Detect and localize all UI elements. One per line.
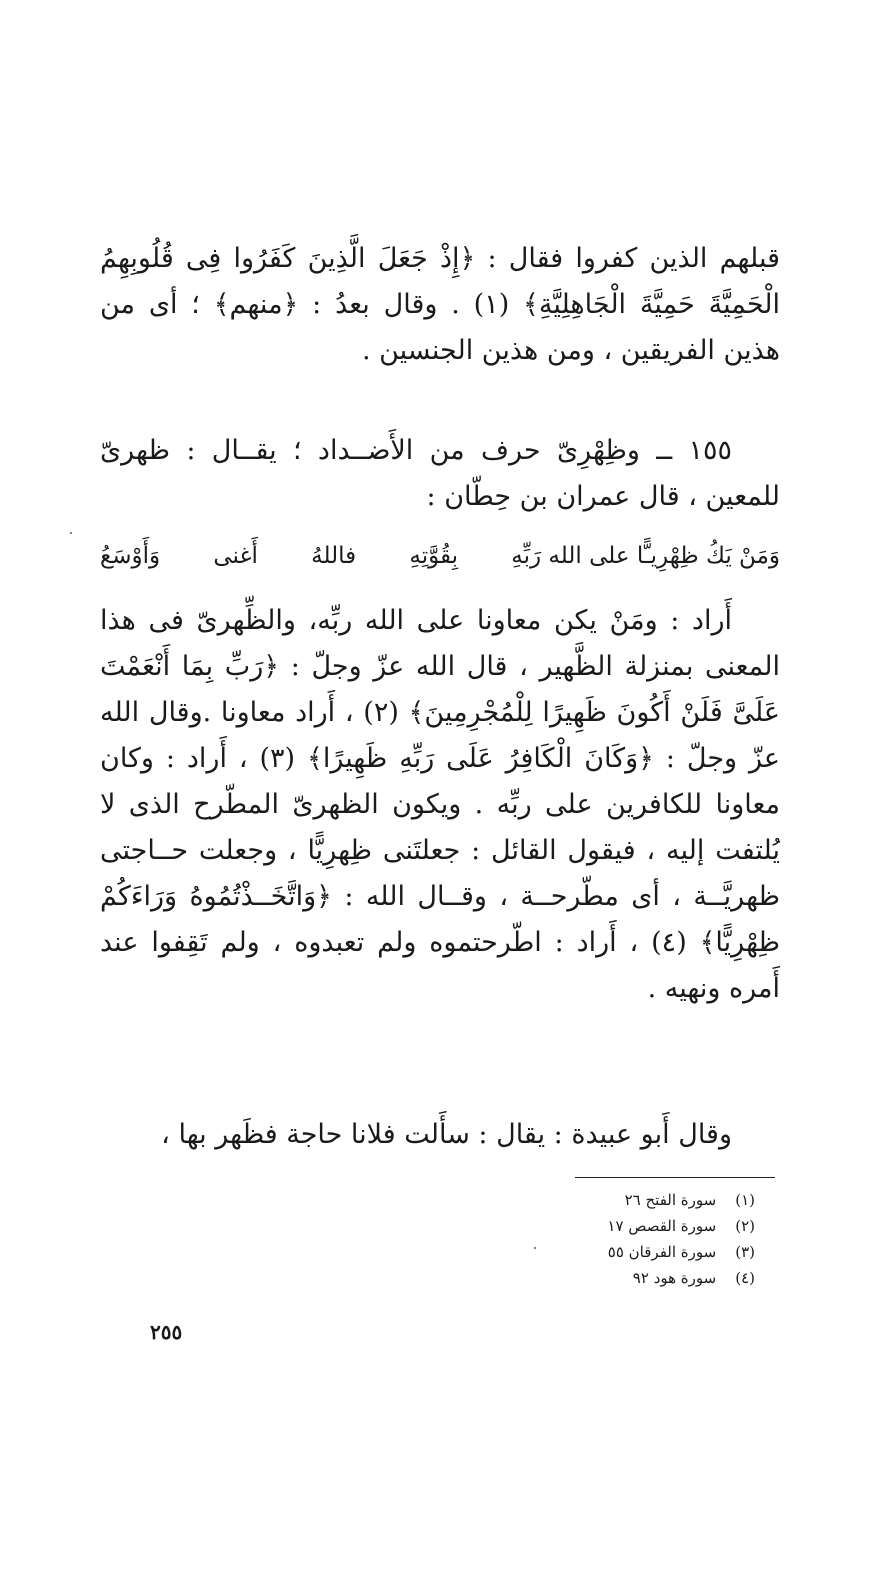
footnotes <box>520 1187 755 1291</box>
footnote-number: (٣) <box>735 1243 755 1261</box>
verse-part-2: بِقُوَّتِهِ <box>409 543 459 569</box>
verse-part-4: أَغنى <box>213 543 258 569</box>
paragraph-2-text: ١٥٥ ــ وظِهْرِىّ حرف من الأَضــداد ؛ يقــال : ظهرىّ للمعين ، قال عمران بن حِطّان : <box>100 435 780 512</box>
footnote-number: (٤) <box>735 1269 755 1287</box>
explanation-paragraph <box>100 598 780 1012</box>
footnote-1 <box>520 1187 755 1213</box>
paragraph-continuation <box>100 236 780 374</box>
footnote-number: (٢) <box>735 1217 755 1235</box>
page-number: ٢٥٥ <box>150 1320 183 1344</box>
verse-part-1: وَمَنْ يَكُ ظِهْرِيـًّا على الله رَبِّهِ <box>511 543 780 569</box>
paragraph-3-text: أَراد : ومَنْ يكن معاونا على الله ربِّه، والظِّهرىّ فى هذا المعنى بمنزلة الظَّهير ، قال الله عزّ وجلّ : ﴿رَبِّ بِمَا أَنْعَمْتَ عَلَىَّ فَلَنْ أَكُونَ ظَهِيرًا لِلْمُجْرِمِينَ﴾ (٢) ، أَراد معاونا .وقال الله عزّ وجلّ : ﴿وَكَانَ الْكَافِرُ عَلَى رَبِّهِ ظَهِيرًا﴾ (٣) ، أَراد : وكان معاونا للكافرين على ربِّه . ويكون الظهرىّ المطّرح الذى لا يُلتفت إليه ، فيقول القائل : جعلتَنى ظِهرِيًّا ، وجعلت حــاجتى ظهريَّــة ، أى مطّرحــة ، وقــال الله : ﴿وَاتَّخَــذْتُمُوهُ وَرَاءَكُمْ ظِهْرِيًّا﴾ (٤) ، أَراد : اطّرحتموه ولم تعبدوه ، ولم تَقِفوا عند أَمره ونهيه . <box>100 605 781 1004</box>
footnote-text: سورة الفرقان ٥٥ <box>607 1243 717 1261</box>
scan-speck <box>70 532 72 534</box>
entry-155-heading <box>100 428 780 520</box>
footnote-4 <box>520 1265 755 1291</box>
footnote-number: (١) <box>735 1191 755 1209</box>
verse-part-3: فاللهُ <box>311 543 357 569</box>
paragraph-4-text: وقال أَبو عبيدة : يقال : سأَلت فلانا حاجة فظَهر بها ، <box>161 1119 732 1150</box>
footnote-divider <box>575 1177 775 1178</box>
abu-ubaida-paragraph <box>100 1112 780 1158</box>
paragraph-1-text: قبلهم الذين كفروا فقال : ﴿إِذْ جَعَلَ الَّذِينَ كَفَرُوا فِى قُلُوبِهِمُ الْحَمِيَّةَ حَمِيَّةَ الْجَاهِلِيَّةِ﴾ (١) . وقال بعدُ : ﴿منهم﴾ ؛ أى من هذين الفريقين ، ومن هذين الجنسين . <box>100 243 780 366</box>
footnote-text: سورة الفتح ٢٦ <box>624 1191 717 1209</box>
footnote-2 <box>520 1213 755 1239</box>
verse-part-5: وَأَوْسَعُ <box>100 543 161 569</box>
footnote-text: سورة هود ٩٢ <box>632 1269 717 1287</box>
footnote-text: سورة القصص ١٧ <box>607 1217 717 1235</box>
footnote-3 <box>520 1239 755 1265</box>
poetry-verse <box>100 536 780 576</box>
scan-speck <box>534 1247 536 1249</box>
